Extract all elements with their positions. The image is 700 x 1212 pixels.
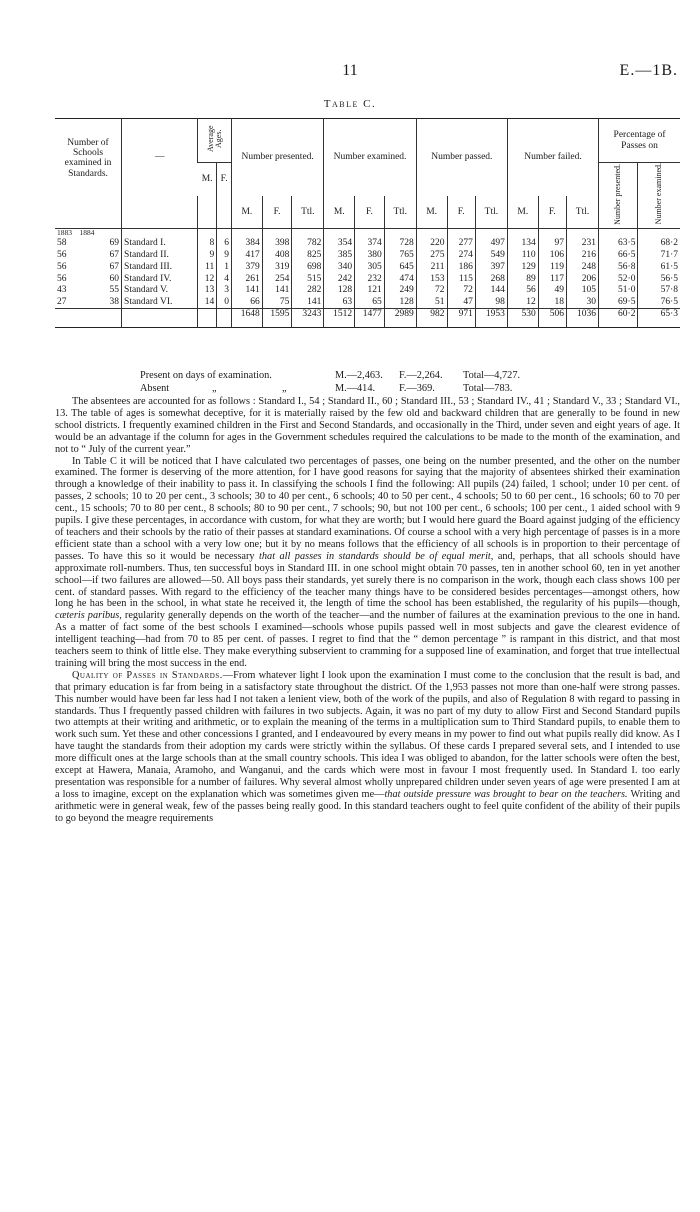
cell-pr-t: 515 [292,273,324,285]
page-reference: E.—1B. [619,62,678,79]
total-pa-f: 971 [447,309,475,328]
cell-ex-f: 121 [355,285,385,297]
table-row [55,296,680,308]
cell-pr-t: 825 [292,249,324,261]
page-number: 11 [342,62,358,79]
cell-fa-t: 248 [567,261,599,273]
fa-m-header: M. [507,196,538,229]
schools-1884: 67 [109,249,120,260]
cell-pr-t: 698 [292,261,324,273]
cell-fa-t: 30 [567,296,599,308]
cell-pa-m: 211 [416,261,447,273]
present-label: Present on days of examination. [140,370,272,381]
paragraph-quality: Quality of Passes in Standards.—From whatever light I look upon the examination I must come to the conclusion that the result is bad, and that primary education is far from being in a satisfactory state throughout the district. Of the 1,953 passes not more than one-half were strong passes. This number would have been far less had I not taken a lenient view, both of the work of the pupils, and also of Regulation 8 with regard to passing in standards. Thus I frequently passed children with failures in two subjects. Again, it was no part of my duty to allow First and Second Standard pupils two attempts at their writing and arithmetic, or to explain the meaning of the terms in a multiplication sum to Third Standard pupils, to enable them to work such sum. Yet these and other concessions I granted, and I endeavoured by every means in my power to find out what pupils really did know. As I have taught the standards from their adoption my cards were strictly within the syllabus. Of these cards I prepared several sets, and I intended to use more difficult ones at the large schools than at the small country schools. This idea I was obliged to abandon, for the latter schools were often the best, except at Hawera, Manaia, Aramoho, and Wanganui, and the cards which were most in favour I most frequently used. In Standard I. too early presentation was responsible for a number of failures. Why several almost wholly unprepared children under seven years of age were presented I am at a loss to imagine, except on the explanation which was sometimes given me—that outside pressure was brought to bear on the teachers. Writing and arithmetic were in general weak, few of the passes being really good. In this standard teachers ought to feel quite confident of the ability of their pupils to go beyond the meagre requirements [55,669,680,824]
cell-age-m: 14 [198,296,217,308]
cell-fa-f: 97 [538,237,566,249]
cell-age-f: 9 [217,249,232,261]
cell-pct-ex: 57·8 [638,285,680,297]
ex-t-header: Ttl. [384,196,416,229]
cell-pa-f: 47 [447,296,475,308]
cell-pr-t: 782 [292,237,324,249]
table-c [55,118,680,328]
schools-1883: 56 [57,273,67,284]
cell-pct-ex: 71·7 [638,249,680,261]
cell-pct-pr: 56·8 [599,261,638,273]
cell-pa-f: 115 [447,273,475,285]
cell-pa-f: 274 [447,249,475,261]
cell-ex-t: 128 [384,296,416,308]
cell-ex-m: 340 [324,261,355,273]
total-ex-m: 1512 [324,309,355,328]
total-fa-f: 506 [538,309,566,328]
schools-1883: 58 [57,238,67,249]
cell-pr-f: 398 [262,237,292,249]
percentage-header: Percentage of Passes on [599,119,680,163]
standard-name: Standard IV. [122,273,198,285]
cell-age-f: 6 [217,237,232,249]
cell-pct-ex: 68·2 [638,237,680,249]
age-f-header: F. [217,163,232,196]
cell-ex-f: 374 [355,237,385,249]
table-title: Table C. [323,98,377,110]
cell-ex-t: 474 [384,273,416,285]
total-fa-m: 530 [507,309,538,328]
cell-ex-t: 645 [384,261,416,273]
ditto-1: „ [212,382,217,394]
pct-examined-header: Number examined. [654,163,664,225]
cell-age-m: 13 [198,285,217,297]
cell-pa-f: 186 [447,261,475,273]
pr-m-header: M. [231,196,262,229]
cell-age-m: 9 [198,249,217,261]
cell-pr-f: 319 [262,261,292,273]
cell-ex-f: 380 [355,249,385,261]
schools-1884: 55 [109,285,120,296]
cell-pct-ex: 61·5 [638,261,680,273]
cell-ex-m: 242 [324,273,355,285]
pa-t-header: Ttl. [475,196,507,229]
cell-ex-t: 728 [384,237,416,249]
cell-age-f: 3 [217,285,232,297]
schools-1883: 56 [57,261,67,272]
cell-pa-m: 72 [416,285,447,297]
cell-age-m: 12 [198,273,217,285]
pr-t-header: Ttl. [292,196,324,229]
cell-fa-f: 117 [538,273,566,285]
table-row [55,261,680,273]
total-pr-m: 1648 [231,309,262,328]
cell-pr-m: 417 [231,249,262,261]
section-heading: Quality of Passes in Standards. [72,669,223,681]
present-m: M.—2,463. [335,370,383,381]
ditto-2: „ [282,382,287,394]
cell-ex-t: 765 [384,249,416,261]
schools-header: Number of Schools examined in Standards. [64,137,112,179]
cell-pct-pr: 63·5 [599,237,638,249]
cell-ex-f: 232 [355,273,385,285]
standard-name: Standard III. [122,261,198,273]
total-pct-pr: 60·2 [599,309,638,328]
cell-pr-m: 141 [231,285,262,297]
cell-fa-m: 110 [507,249,538,261]
standard-name: Standard II. [122,249,198,261]
cell-pct-ex: 56·5 [638,273,680,285]
cell-pct-pr: 66·5 [599,249,638,261]
total-ex-f: 1477 [355,309,385,328]
standard-name: Standard V. [122,285,198,297]
cell-pa-t: 397 [475,261,507,273]
cell-pct-pr: 69·5 [599,296,638,308]
cell-pa-f: 277 [447,237,475,249]
year-1883: 1883 [57,228,72,238]
schools-1884: 60 [109,273,120,284]
cell-age-f: 1 [217,261,232,273]
cell-pr-m: 379 [231,261,262,273]
cell-pr-f: 254 [262,273,292,285]
standard-name: Standard I. [122,237,198,249]
cell-fa-t: 206 [567,273,599,285]
pr-f-header: F. [262,196,292,229]
cell-pa-m: 153 [416,273,447,285]
cell-age-f: 4 [217,273,232,285]
cell-fa-f: 106 [538,249,566,261]
cell-ex-m: 128 [324,285,355,297]
cell-ex-m: 354 [324,237,355,249]
paragraph-percentages: In Table C it will be noticed that I have calculated two percentages of passes, one being on the number presented, and the other on the number examined. The former is deserving of the more attention, for I have good reasons for saying that the majority of absentees shirked their examination through a knowledge of their inability to pass it. In classifying the schools I find the following: All pupils (24) failed, 1 school; under 10 per cent. of passes, 2 schools; 10 to 20 per cent., 3 schools; 30 to 40 per cent., 6 schools; 40 to 50 per cent., 4 schools; 50 to 60 per cent., 16 schools; 60 to 70 per cent., 15 schools; 70 to 80 per cent., 8 schools; 80 to 90 per cent., 7 schools; 90, but not 100 per cent., 6 schools; 100 per cent., 1 aided school with 9 pupils. I give these percentages, in accordance with custom, for what they are worth; but I would here guard the Board against judging of the efficiency of teachers and their schools by the ratio of their passes at standard examinations. Of course a school with a very high percentage of passes is in a more efficient state than a school with a very low one; but it by no means follows that the efficiency of all schools is in proportion to their percentage of passes. To have this so it would be necessary that all passes in standards should be of equal merit, and, perhaps, that all schools should have approximate roll-numbers. Thus, ten successful boys in Standard III. in one school might obtain 70 passes, ten in another school 60, ten in yet another school—if two failures are allowed—50. All boys pass their standards, yet surely there is no comparison in the work, though each class shows 100 per cent. of standard passes. With regard to the efficiency of the teacher many things have to be considered besides percentages—amongst others, how long he has been in the school, in what state he received it, the length of time the school has been established, the regularity of his pupils—though, cæteris paribus, regularity generally depends on the worth of the teacher—and the number of failures at the examination previous to the one in hand. As a matter of fact some of the best schools I examined—schools whose pupils passed well in most subjects and gave the clearest evidence of intelligent teaching—had from 70 to 85 per cent. of passes. I regret to find that the “ demon percentage ” is rampant in this district, and that most teachers seem to think of little else. They make everything subservient to cramming for a supposed line of examination, and forget that true intellectual training will bring the most success in the end. [55,455,680,669]
total-ex-t: 2989 [384,309,416,328]
cell-ex-f: 305 [355,261,385,273]
cell-fa-m: 89 [507,273,538,285]
presented-header: Number presented. [231,119,323,196]
cell-pct-pr: 52·0 [599,273,638,285]
schools-1884: 38 [109,297,120,308]
pct-presented-header: Number presented. [613,163,623,225]
schools-1883: 56 [57,249,67,260]
cell-pr-t: 282 [292,285,324,297]
table-row [55,249,680,261]
schools-1884: 67 [109,261,120,272]
absent-total: Total—783. [463,382,513,394]
cell-pa-t: 549 [475,249,507,261]
cell-pa-t: 144 [475,285,507,297]
cell-pr-f: 75 [262,296,292,308]
cell-ex-f: 65 [355,296,385,308]
cell-pr-f: 408 [262,249,292,261]
cell-ex-m: 63 [324,296,355,308]
body-text [55,396,680,825]
total-pa-t: 1953 [475,309,507,328]
cell-pa-t: 497 [475,237,507,249]
fa-t-header: Ttl. [567,196,599,229]
cell-fa-f: 49 [538,285,566,297]
passed-header: Number passed. [416,119,507,196]
absent-f: F.—369. [399,382,435,394]
pa-m-header: M. [416,196,447,229]
ex-m-header: M. [324,196,355,229]
cell-ex-m: 385 [324,249,355,261]
cell-fa-m: 56 [507,285,538,297]
cell-pa-m: 275 [416,249,447,261]
cell-pr-m: 261 [231,273,262,285]
cell-pa-t: 98 [475,296,507,308]
standard-name: Standard VI. [122,296,198,308]
cell-fa-f: 18 [538,296,566,308]
cell-pa-m: 220 [416,237,447,249]
cell-pr-f: 141 [262,285,292,297]
present-total: Total—4,727. [463,370,521,381]
total-pr-t: 3243 [292,309,324,328]
cell-fa-f: 119 [538,261,566,273]
absent-m: M.—414. [335,382,376,394]
age-m-header: M. [201,174,213,185]
cell-fa-m: 12 [507,296,538,308]
cell-pr-m: 66 [231,296,262,308]
cell-pr-t: 141 [292,296,324,308]
schools-1883: 43 [57,285,67,296]
table-row [55,237,680,249]
cell-fa-m: 129 [507,261,538,273]
ex-f-header: F. [355,196,385,229]
cell-fa-t: 105 [567,285,599,297]
table-row [55,285,680,297]
cell-age-m: 11 [198,261,217,273]
cell-fa-t: 216 [567,249,599,261]
cell-ex-t: 249 [384,285,416,297]
cell-fa-m: 134 [507,237,538,249]
total-pr-f: 1595 [262,309,292,328]
cell-age-f: 0 [217,296,232,308]
total-fa-t: 1036 [567,309,599,328]
total-pa-m: 982 [416,309,447,328]
year-1884: 1884 [79,228,95,238]
cell-pa-f: 72 [447,285,475,297]
cell-pa-m: 51 [416,296,447,308]
cell-pct-pr: 51·0 [599,285,638,297]
total-pct-ex: 65·3 [638,309,680,328]
schools-1883: 27 [57,297,67,308]
cell-fa-t: 231 [567,237,599,249]
failed-header: Number failed. [507,119,598,196]
pa-f-header: F. [447,196,475,229]
examined-header: Number examined. [324,119,416,196]
totals-row [55,309,680,328]
cell-pct-ex: 76·5 [638,296,680,308]
fa-f-header: F. [538,196,566,229]
paragraph-absentees: The absentees are accounted for as follows : Standard I., 54 ; Standard II., 60 ; Standard III., 53 ; Standard IV., 41 ; Standard V., 33 ; Standard VI., 13. The table of ages is somewhat deceptive, for it is materially raised by the few old and backward children that are generally to be found in new school districts. I frequently examined children in the First and Second Standards, and occasionally in the Third, under seven and eight years of age. It would be an advantage if the column for ages in the Government schedules required the calculations to be made to the month of the examination, and not to “ July of the current year.” [55,396,680,455]
cell-pr-m: 384 [231,237,262,249]
absent-label: Absent [140,382,170,394]
standard-header: — [122,119,198,196]
table-row [55,273,680,285]
schools-1884: 69 [109,238,120,249]
attendance-summary [140,370,520,395]
cell-age-m: 8 [198,237,217,249]
ages-header: Average Ages. [205,125,223,153]
cell-pa-t: 268 [475,273,507,285]
present-f: F.—2,264. [399,370,443,381]
